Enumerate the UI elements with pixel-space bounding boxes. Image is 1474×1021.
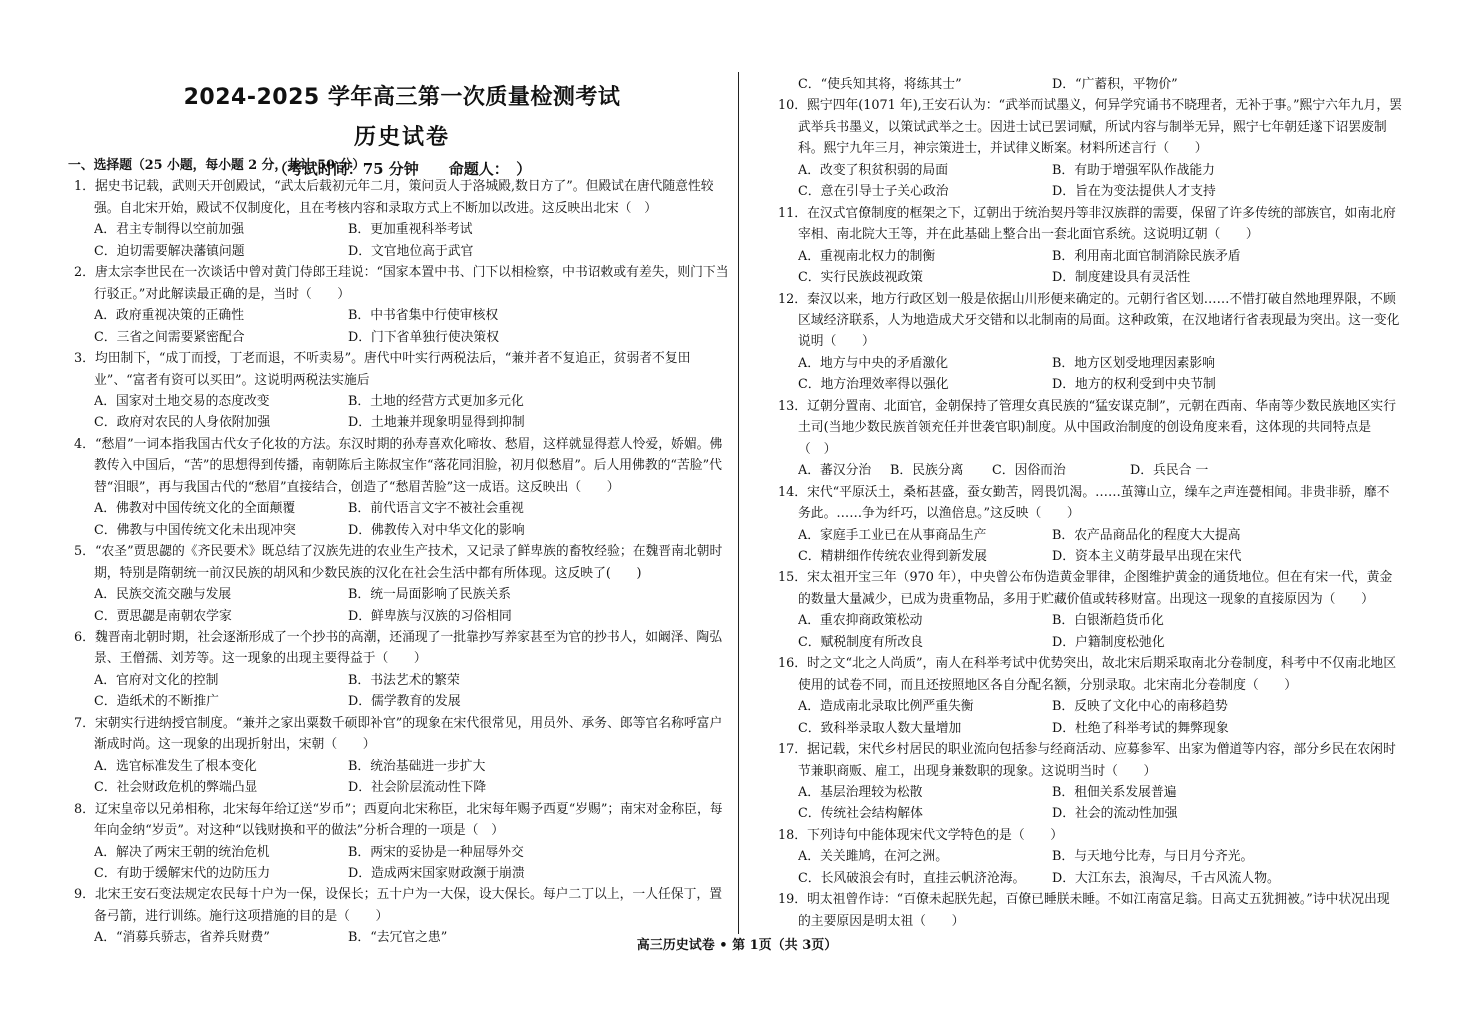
answer-option: D．“广蓄积，平物价”	[1052, 77, 1178, 92]
answer-option: A．蕃汉分治	[798, 463, 872, 479]
answer-option: C．地方治理效率得以强化	[798, 377, 949, 393]
option-list	[778, 525, 1402, 568]
question-stem: 15．宋太祖开宝三年（970 年），中央曾公布伪造黄金罪律，企图维护黄金的通货地位。但在有宋一代，黄金的数量大量减少，已成为贵重物品，多用于贮藏价值或转移财富。出现这一现象的直接原因为（ ）	[778, 570, 1393, 607]
question-item	[778, 653, 1402, 739]
section-title: 一、选择题（25 小题，每小题 2 分，共计 50 分）	[68, 158, 366, 173]
answer-option: B．有助于增强军队作战能力	[1052, 162, 1215, 178]
question-item	[778, 95, 1402, 202]
option-list	[74, 305, 730, 348]
option-list	[778, 696, 1402, 739]
answer-option: D．儒学教育的发展	[348, 694, 461, 710]
question-item	[778, 889, 1402, 932]
question-stem: 2．唐太宗李世民在一次谈话中曾对黄门侍郎王珪说：“国家本置中书、门下以相检察，中书诏敕或有差失，则门下当行驳正。”对此解读最正确的是，当时（ ）	[74, 265, 729, 302]
answer-option: C．佛教与中国传统文化未出现冲突	[94, 522, 296, 538]
answer-option: D．资本主义萌芽最早出现在宋代	[1052, 548, 1242, 564]
option-list	[778, 782, 1402, 825]
answer-option: A．佛教对中国传统文化的全面颠覆	[94, 501, 296, 517]
question-stem: 11．在汉式官僚制度的框架之下，辽朝出于统治契丹等非汉族群的需要，保留了许多传统的部族官，如南北府宰相、南北院大王等，并在此基础上整合出一套北面官系统。这说明辽朝（ ）	[778, 205, 1396, 243]
answer-option: B．与天地兮比寿，与日月兮齐光。	[1052, 849, 1254, 865]
question-stem: 13．辽朝分置南、北面官，金朝保持了管理女真民族的“猛安谋克制”，元朝在西南、华南等少数民族地区实行土司(当地少数民族首领充任并世袭官职)制度。从中国政治制度的创设角度来看，这体现的共同特点是（ ）	[778, 398, 1397, 457]
answer-option: A．关关雎鸠，在河之洲。	[798, 849, 949, 865]
right-column	[778, 74, 1402, 932]
option-list	[778, 610, 1402, 653]
option-list	[74, 219, 730, 262]
answer-option: A．地方与中央的矛盾激化	[798, 355, 949, 371]
answer-option: B．利用南北面官制消除民族矛盾	[1052, 248, 1241, 264]
answer-option: C．意在引导士子关心政治	[798, 184, 949, 200]
question-stem: 12．秦汉以来，地方行政区划一般是依据山川形便来确定的。元朝行省区划……不惜打破自然地理界限，不顾区域经济联系，人为地造成犬牙交错和以北制南的局面。这种政策，在汉地诸行省表现最为突出。这一变化说明（ ）	[778, 291, 1400, 350]
answer-option: C．精耕细作传统农业得到新发展	[798, 548, 987, 564]
question-item	[74, 348, 730, 434]
question-item	[778, 482, 1402, 568]
question-stem: 3．均田制下，“成丁而授，丁老而退，不听卖易”。唐代中叶实行两税法后，“兼并者不复追正，贫弱者不复田业”、“富者有资可以买田”。这说明两税法实施后	[74, 351, 691, 388]
answer-option: C．因俗而治	[992, 463, 1066, 479]
option-list	[74, 584, 730, 627]
answer-option: A．“消募兵骄志，省养兵财费”	[94, 930, 270, 946]
question-stem: 9．北宋王安石变法规定农民每十户为一保，设保长；五十户为一大保，设大保长。每户二丁以上，一人任保丁，置备弓箭，进行训练。施行这项措施的目的是（ ）	[74, 887, 722, 924]
question-stem: 8．辽宋皇帝以兄弟相称，北宋每年给辽送“岁币”；西夏向北宋称臣，北宋每年赐予西夏“岁赐”；南宋对金称臣，每年向金纳“岁贡”。对这种“以钱财换和平的做法”分析合理的一项是（ ）	[74, 801, 723, 839]
answer-option: D．鲜卑族与汉族的习俗相同	[348, 608, 512, 624]
question-stem: 6．魏晋南北朝时期，社会逐渐形成了一个抄书的高潮，还涌现了一批靠抄写养家甚至为官的抄书人，如阚泽、陶弘景、王僧孺、刘芳等。这一现象的出现主要得益于（ ）	[74, 629, 722, 667]
option-list	[778, 160, 1402, 203]
question-stem: 1．据史书记载，武则天开创殿试，“武太后载初元年二月，策问贡人于洛城殿,数日方了”。但殿试在唐代随意性较强。自北宋开始，殿试不仅制度化，且在考核内容和录取方式上不断加以改进。这反映出北宋（ ）	[74, 179, 714, 216]
question-stem: 10．熙宁四年(1071 年),王安石认为：“武举而试墨义，何异学究诵书不晓理者，无补于事。”熙宁六年九月，罢武举兵书墨义，以策试武举之士。因进士试已罢词赋，所试内容与制举无异，熙宁七年朝廷遂下诏罢废制科。熙宁九年三月，神宗策进士，并试律义断案。材料所述言行（ ）	[778, 98, 1402, 157]
question-item	[778, 567, 1402, 653]
answer-option: D．土地兼并现象明显得到抑制	[348, 415, 525, 431]
question-stem: 4．“愁眉”一词本指我国古代女子化妆的方法。东汉时期的孙寿喜欢化啼妆、愁眉，这样就显得惹人怜爱，娇媚。佛教传入中国后，“苦”的思想得到传播，南朝陈后主陈叔宝作“落花同泪脸，初月似愁眉”。后人用佛教的“苦脸”代替“泪眼”，再与我国古代的“愁眉”直接结合，创造了“愁眉苦脸”这一成语。这反映出（ ）	[74, 436, 723, 495]
answer-option: A．解决了两宋王朝的统治危机	[94, 844, 270, 860]
answer-option: B．农产品商品化的程度大大提高	[1052, 527, 1241, 543]
question-item	[74, 262, 730, 348]
answer-option: D．佛教传入对中华文化的影响	[348, 522, 525, 538]
answer-option: B．土地的经营方式更加多元化	[348, 393, 524, 409]
answer-option: B．统一局面影响了民族关系	[348, 587, 511, 603]
answer-option: A．家庭手工业已在从事商品生产	[798, 527, 987, 543]
option-list	[74, 391, 730, 434]
answer-option: A．重视南北权力的制衡	[798, 248, 936, 264]
answer-option: B．两宋的妥协是一种屈辱外交	[348, 844, 524, 860]
answer-option: D．造成两宋国家财政濒于崩溃	[348, 865, 525, 881]
question-stem: 19．明太祖曾作诗：“百僚未起朕先起，百僚已睡朕未睡。不如江南富足翁。日高丈五犹拥被。”诗中状况出现的主要原因是明太祖（ ）	[778, 892, 1390, 929]
question-item	[74, 627, 730, 713]
question-item	[74, 176, 730, 262]
answer-option: A．选官标准发生了根本变化	[94, 758, 257, 774]
page-footer: 高三历史试卷 • 第 1页（共 3页）	[636, 938, 838, 953]
question-item	[778, 825, 1402, 889]
answer-option: D．社会阶层流动性下降	[348, 780, 487, 796]
question-stem: 14．宋代“平原沃土，桑柘甚盛，蚕女勤苦，罔畏饥渴。……茧簿山立，缲车之声连甍相闻。非贵非骄，靡不务此。……争为纤巧，以渔倍息。”这反映（ ）	[778, 484, 1390, 522]
answer-option: D．地方的权利受到中央节制	[1052, 377, 1216, 393]
answer-option: B．反映了文化中心的南移趋势	[1052, 699, 1228, 715]
answer-option: A．改变了积贫积弱的局面	[798, 162, 949, 178]
answer-option: A．政府重视决策的正确性	[94, 308, 245, 324]
question-item	[778, 289, 1402, 396]
answer-option: A．官府对文化的控制	[94, 672, 219, 688]
exam-subject: 历史试卷	[353, 125, 450, 150]
answer-option: B．民族分离	[890, 463, 964, 479]
answer-option: D．杜绝了科举考试的舞弊现象	[1052, 720, 1229, 736]
answer-option: A．基层治理较为松散	[798, 784, 923, 800]
option-list	[74, 670, 730, 713]
answer-option: B．白银渐趋货币化	[1052, 613, 1164, 629]
answer-option: D．大江东去，浪淘尽，千古风流人物。	[1052, 870, 1280, 886]
question-item	[74, 434, 730, 541]
question-item	[778, 396, 1402, 482]
exam-title: 2024-2025 学年高三第一次质量检测考试	[183, 85, 621, 110]
answer-option: D．旨在为变法提供人才支持	[1052, 184, 1216, 200]
option-list	[74, 498, 730, 541]
question-item	[74, 713, 730, 799]
answer-option: D．兵民合 一	[1130, 463, 1209, 479]
answer-option: A．民族交流交融与发展	[94, 587, 232, 603]
answer-option: C．“使兵知其将，将练其士”	[798, 77, 962, 92]
answer-option: C．迫切需要解决藩镇问题	[94, 243, 245, 259]
option-list	[778, 846, 1402, 889]
answer-option: C．致科举录取人数大量增加	[798, 720, 962, 736]
question-stem: 17．据记载，宋代乡村居民的职业流向包括参与经商活动、应募参军、出家为僧道等内容，部分乡民在农闲时节兼职商贩、雇工，出现身兼数职的现象。这说明当时（ ）	[778, 742, 1396, 779]
answer-option: D．户籍制度松弛化	[1052, 634, 1165, 650]
option-list	[778, 353, 1402, 396]
exam-info: （考试时间：75 分钟 命题人： ）	[272, 160, 532, 178]
answer-option: C．社会财政危机的弊端凸显	[94, 780, 258, 796]
answer-option: C．造纸术的不断推广	[94, 694, 219, 710]
answer-option: B．统治基础进一步扩大	[348, 758, 486, 774]
left-column	[68, 155, 730, 949]
question-stem: 16．时之文“北之人尚质”，南人在科举考试中优势突出，故北宋后期采取南北分卷制度，科考中不仅南北地区使用的试卷不同，而且还按照地区各自分配名额，分别录取。北宋南北分卷制度（ ）	[778, 656, 1397, 693]
answer-option: A．造成南北录取比例严重失衡	[798, 699, 974, 715]
answer-option: B．前代语言文字不被社会重视	[348, 501, 524, 517]
answer-option: A．国家对土地交易的态度改变	[94, 393, 270, 409]
question-item	[778, 203, 1402, 289]
question-stem: 5．“农圣”贾思勰的《齐民要术》既总结了汉族先进的农业生产技术，又记录了鲜卑族的畜牧经验；在魏晋南北朝时期，特别是隋朝统一前汉民族的胡风和少数民族的汉化在社会生活中都有所体现。这反映了( )	[74, 544, 723, 581]
option-list	[778, 460, 1402, 481]
question-stem: 18．下列诗句中能体现宋代文学特色的是（ ）	[778, 827, 1064, 843]
option-list	[74, 756, 730, 799]
left-question-list	[74, 176, 730, 948]
option-list	[74, 842, 730, 885]
answer-option: A．君主专制得以空前加强	[94, 222, 245, 238]
answer-option: B．租佃关系发展普遍	[1052, 784, 1177, 800]
answer-option: B．地方区划受地理因素影响	[1052, 355, 1215, 371]
answer-option: C．贾思勰是南朝农学家	[94, 608, 232, 624]
option-list	[778, 246, 1402, 289]
answer-option: C．长风破浪会有时，直挂云帆济沧海。	[798, 870, 1026, 886]
answer-option: C．赋税制度有所改良	[798, 634, 923, 650]
question-stem: 7．宋朝实行进纳授官制度。“兼并之家出粟数千硕即补官”的现象在宋代很常见，用员外、承务、郎等官名称呼富户渐成时尚。这一现象的出现折射出，宋朝（ ）	[74, 715, 723, 753]
question-item	[778, 74, 1402, 95]
question-item	[74, 799, 730, 885]
answer-option: C．传统社会结构解体	[798, 806, 923, 822]
answer-option: B．更加重视科举考试	[348, 222, 473, 238]
answer-option: D．社会的流动性加强	[1052, 806, 1178, 822]
answer-option: C．政府对农民的人身依附加强	[94, 415, 271, 431]
answer-option: D．文官地位高于武官	[348, 243, 474, 259]
right-question-list	[778, 74, 1402, 932]
answer-option: B．书法艺术的繁荣	[348, 672, 460, 688]
answer-option: D．制度建设具有灵活性	[1052, 270, 1191, 286]
answer-option: C．实行民族歧视政策	[798, 270, 923, 286]
answer-option: C．三省之间需要紧密配合	[94, 329, 245, 345]
answer-option: C．有助于缓解宋代的边防压力	[94, 865, 271, 881]
answer-option: D．门下省单独行使决策权	[348, 329, 500, 345]
answer-option: A．重农抑商政策松动	[798, 613, 923, 629]
question-item	[778, 739, 1402, 825]
question-item	[74, 541, 730, 627]
column-divider	[738, 72, 739, 934]
answer-option: B．中书省集中行使审核权	[348, 308, 499, 324]
option-list	[778, 74, 1402, 95]
answer-option: B．“去冗官之患”	[348, 930, 448, 946]
